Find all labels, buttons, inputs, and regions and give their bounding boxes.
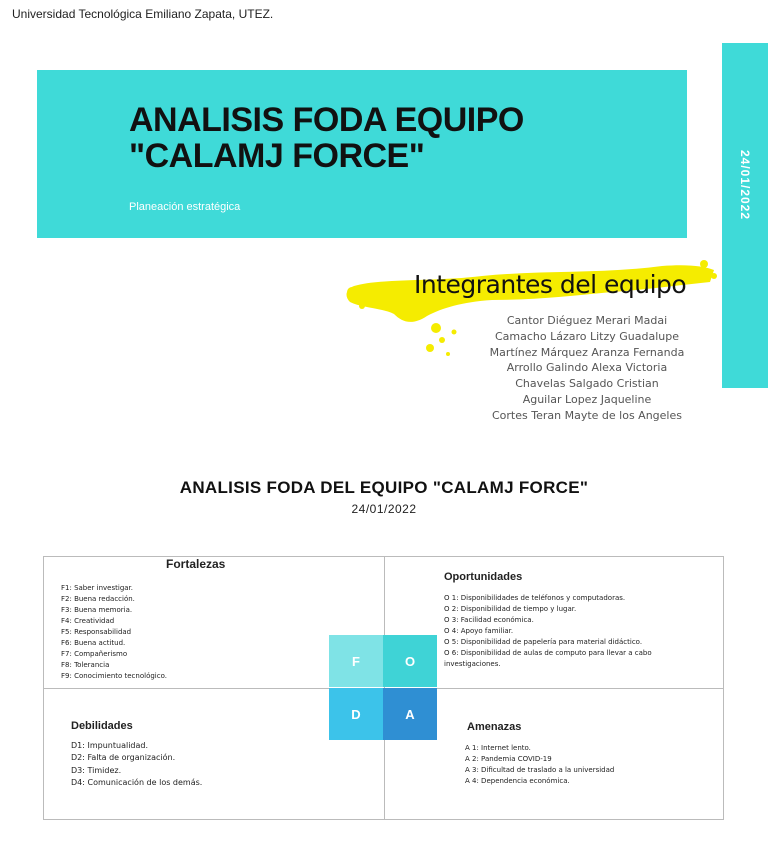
list-item: F3: Buena memoria. [61,606,133,614]
list-item: O 1: Disponibilidades de teléfonos y computadoras. [444,594,626,602]
amenazas-list [465,743,614,787]
debilidades-title: Debilidades [71,720,133,732]
team-members-list [468,313,706,424]
member-name: Camacho Lázaro Litzy Guadalupe [494,329,680,343]
foda-letter-f: F [329,635,383,687]
institution-name: Universidad Tecnológica Emiliano Zapata, UTEZ. [12,7,274,21]
list-item: F6: Buena actitud. [61,639,126,647]
list-item: A 1: Internet lento. [465,744,531,752]
member-name: Arrollo Galindo Alexa Victoria [506,361,668,375]
list-item: D3: Timidez. [71,765,122,775]
team-title: Integrantes del equipo [414,270,687,299]
cover-title [129,102,649,174]
list-item: O 2: Disponibilidad de tiempo y lugar. [444,605,577,613]
list-item: A 4: Dependencia económica. [465,777,570,785]
cover-banner [37,70,687,238]
side-date: 24/01/2022 [738,149,752,221]
foda-title: ANALISIS FODA DEL EQUIPO "CALAMJ FORCE" [179,478,589,497]
cover-title-line1: ANALISIS FODA EQUIPO [129,101,524,139]
foda-letter-a: A [383,688,437,740]
cover-title-line2: "CALAMJ FORCE" [129,137,425,175]
member-name: Aguilar Lopez Jaqueline [522,392,652,406]
list-item: D1: Impuntualidad. [71,741,149,750]
list-item: A 2: Pandemia COVID-19 [465,755,552,763]
oportunidades-title: Oportunidades [444,571,523,583]
list-item: D2: Falta de organización. [71,753,176,763]
list-item: F4: Creatividad [61,617,115,625]
member-name: Cantor Diéguez Merari Madai [506,314,668,327]
list-item: F8: Tolerancia [61,661,110,669]
member-name: Cortes Teran Mayte de los Angeles [492,408,682,422]
debilidades-list [71,740,202,790]
member-name: Chavelas Salgado Cristian [515,377,659,391]
list-item: F2: Buena redacción. [61,595,135,603]
cover-subtitle: Planeación estratégica [129,201,241,213]
list-item: O 3: Facilidad económica. [444,616,534,624]
list-item: F1: Saber investigar. [61,584,134,592]
fortalezas-title: Fortalezas [166,557,226,571]
list-item: F7: Compañerismo [61,650,128,658]
list-item: F9: Conocimiento tecnológico. [61,672,167,680]
list-item: F5: Responsabilidad [61,628,132,636]
list-item: O 5: Disponibilidad de papelería para material didáctico. [444,638,643,646]
list-item: O 6: Disponibilidad de aulas de computo para llevar a cabo [444,649,652,657]
amenazas-title: Amenazas [467,721,522,733]
list-item: A 3: Dificultad de traslado a la universidad [465,766,615,774]
foda-letter-d: D [329,688,383,740]
foda-date: 24/01/2022 [351,502,417,516]
oportunidades-list [444,593,652,670]
member-name: Martínez Márquez Aranza Fernanda [489,345,685,359]
fortalezas-list [61,583,167,682]
side-date-band [722,43,768,388]
foda-letter-o: O [383,635,437,687]
list-item: O 4: Apoyo familiar. [444,627,514,635]
list-item: D4: Comunicación de los demás. [71,778,203,788]
list-item: investigaciones. [444,660,501,668]
